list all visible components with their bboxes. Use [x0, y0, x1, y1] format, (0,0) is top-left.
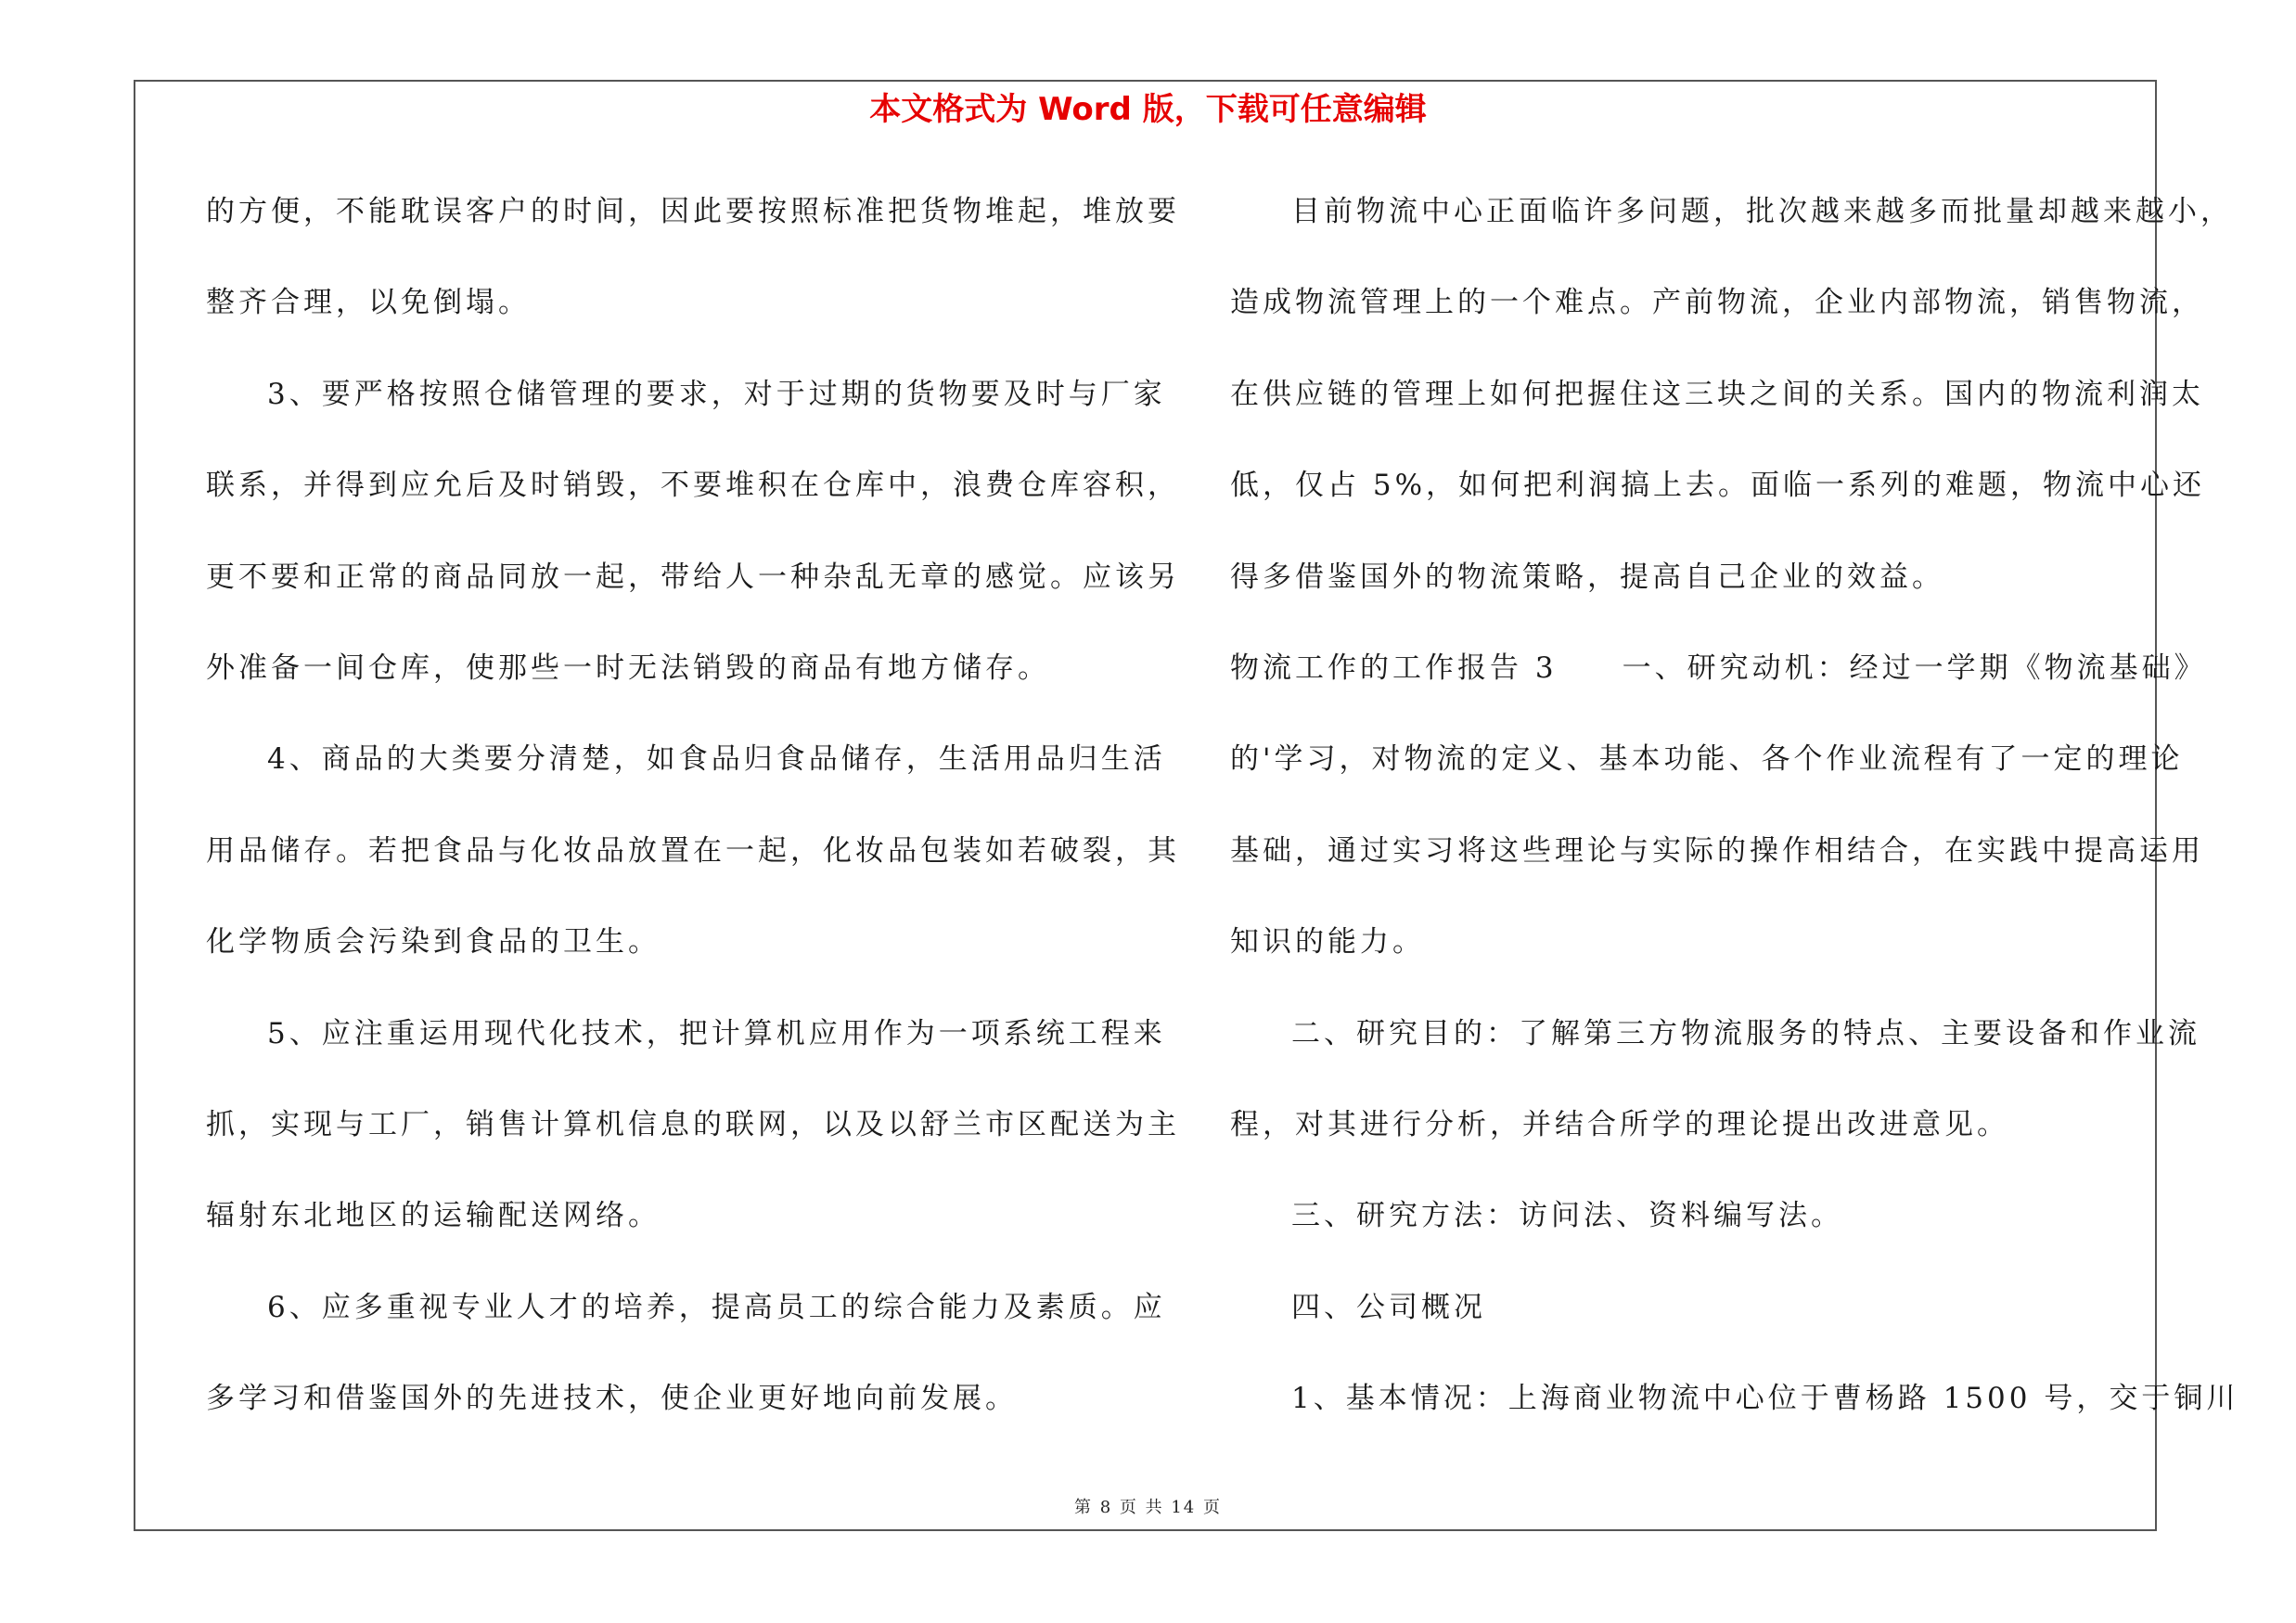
text-line: 联系，并得到应允后及时销毁，不要堆积在仓库中，浪费仓库容积， [206, 469, 1180, 503]
text-line: 辐射东北地区的运输配送网络。 [206, 1199, 661, 1233]
text-line: 目前物流中心正面临许多问题，批次越来越多而批量却越来越小， [1291, 195, 2233, 228]
header-banner: 本文格式为 Word 版，下载可任意编辑 [869, 91, 1427, 128]
left-column [206, 184, 1180, 1462]
text-line: 3、要严格按照仓储管理的要求，对于过期的货物要及时与厂家 [267, 377, 1166, 411]
text-line: 多学习和借鉴国外的先进技术，使企业更好地向前发展。 [206, 1382, 1018, 1416]
text-line: 得多借鉴国外的物流策略，提高自己企业的效益。 [1230, 560, 1944, 594]
text-line: 用品储存。若把食品与化妆品放置在一起，化妆品包装如若破裂，其 [206, 833, 1180, 868]
text-line: 程，对其进行分析，并结合所学的理论提出改进意见。 [1230, 1107, 2009, 1141]
text-line: 三、研究方法：访问法、资料编写法。 [1291, 1199, 1843, 1233]
text-line: 1、基本情况：上海商业物流中心位于曹杨路 1500 号，交于铜川 [1291, 1382, 2239, 1416]
text-line: 抓，实现与工厂，销售计算机信息的联网，以及以舒兰市区配送为主 [206, 1107, 1180, 1141]
text-line: 5、应注重运用现代化技术，把计算机应用作为一项系统工程来 [267, 1016, 1166, 1050]
text-line: 低，仅占 5%，如何把利润搞上去。面临一系列的难题，物流中心还 [1230, 469, 2206, 503]
text-line: 物流工作的工作报告 3 一、研究动机：经过一学期《物流基础》 [1230, 650, 2207, 685]
text-line: 二、研究目的：了解第三方物流服务的特点、主要设备和作业流 [1291, 1016, 2200, 1050]
text-line: 外准备一间仓库，使那些一时无法销毁的商品有地方储存。 [206, 650, 1050, 685]
text-line: 造成物流管理上的一个难点。产前物流，企业内部物流，销售物流， [1230, 286, 2204, 320]
text-line: 的'学习，对物流的定义、基本功能、各个作业流程有了一定的理论 [1230, 742, 2184, 777]
text-line: 整齐合理，以免倒塌。 [206, 286, 531, 320]
text-line: 在供应链的管理上如何把握住这三块之间的关系。国内的物流利润太 [1230, 377, 2204, 411]
text-line: 四、公司概况 [1291, 1290, 1486, 1324]
text-line: 化学物质会污染到食品的卫生。 [206, 925, 661, 960]
text-line: 知识的能力。 [1230, 925, 1425, 960]
text-line: 6、应多重视专业人才的培养，提高员工的综合能力及素质。应 [267, 1290, 1166, 1324]
text-line: 4、商品的大类要分清楚，如食品归食品储存，生活用品归生活 [267, 742, 1166, 777]
page-number-footer: 第 8 页 共 14 页 [1074, 1498, 1222, 1517]
right-column [1230, 184, 2239, 1462]
text-line: 基础，通过实习将这些理论与实际的操作相结合，在实践中提高运用 [1230, 833, 2204, 868]
text-line: 的方便，不能耽误客户的时间，因此要按照标准把货物堆起，堆放要 [206, 195, 1180, 228]
text-line: 更不要和正常的商品同放一起，带给人一种杂乱无章的感觉。应该另 [206, 560, 1180, 594]
